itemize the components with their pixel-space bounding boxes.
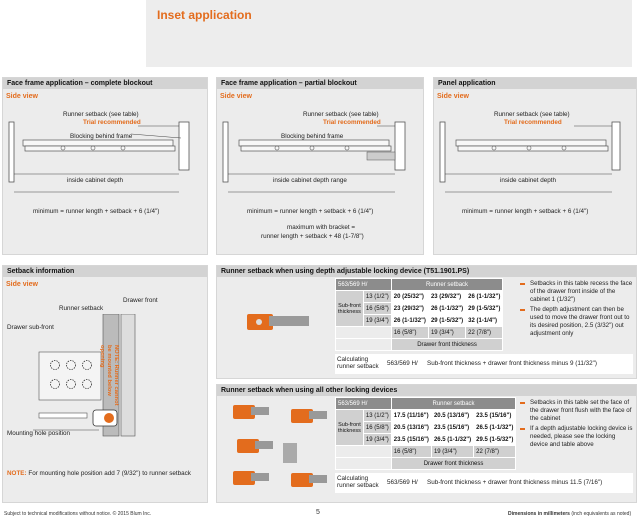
table-cell: 19 (3/4"): [428, 327, 465, 339]
trial-recommended-label: Trial recommended: [83, 119, 141, 126]
depth-formula: minimum = runner length + setback + 6 (1/4"): [33, 208, 160, 215]
cabinet-depth-label: inside cabinet depth range: [273, 177, 347, 184]
drawer-front-thickness-label: Drawer front thickness: [391, 339, 503, 351]
sub-front-label: Sub-front thickness: [336, 410, 364, 446]
table-cell: 23.5 (15/16"): [431, 422, 473, 434]
calc-formula: Sub-front thickness + drawer front thickness minus 9 (11/32"): [427, 360, 597, 367]
panel-title: Setback information: [3, 266, 207, 277]
mounting-hole-label: Mounting hole position: [7, 430, 71, 437]
table-cell: 13 (1/2"): [363, 410, 391, 422]
locking-devices-image: [227, 399, 335, 499]
table-cell: 26 (1-1/32"): [391, 315, 428, 327]
side-view-label: Side view: [437, 93, 469, 100]
runner-setback-header: Runner setback: [391, 279, 503, 291]
footer-right: Dimensions in millimeters (inch equivalents as noted): [508, 511, 632, 517]
locking-device-image: [237, 306, 327, 346]
table-row: [336, 410, 516, 422]
side-view-label: Side view: [6, 93, 38, 100]
setback-diagram: [33, 314, 173, 439]
table-cell: 22 (7/8"): [466, 327, 503, 339]
note-item: Setbacks in this table set the face of the drawer front flush with the face of the cabinet: [520, 399, 634, 423]
table-cell: 26.5 (1-1/32"): [431, 434, 473, 446]
drawer-front-thickness-label: Drawer front thickness: [391, 458, 516, 470]
runner-setback-label: Runner setback (see table): [63, 111, 139, 118]
table-cell: 23 (29/32"): [428, 291, 465, 303]
calc-model: 563/569 H/: [387, 479, 418, 486]
panel-title: Runner setback when using all other locking devices: [217, 385, 636, 396]
runner-setback-table-2: [335, 397, 516, 470]
table-cell: 16 (5/8"): [363, 422, 391, 434]
panel-face-frame-complete: [2, 77, 208, 255]
model-header: 563/569 H/: [336, 279, 392, 291]
table-cell: 17.5 (11/16"): [391, 410, 431, 422]
drawer-sub-front-label: Drawer sub-front: [7, 324, 54, 331]
page-title: Inset application: [157, 8, 252, 22]
table-cell: 22 (7/8"): [474, 446, 516, 458]
calc-row: [335, 354, 633, 374]
sub-front-label: Sub-front thickness: [336, 291, 364, 327]
table-cell: 16 (5/8"): [391, 327, 428, 339]
side-view-label: Side view: [220, 93, 252, 100]
panel-title: Panel application: [434, 78, 636, 89]
depth-formula: minimum = runner length + setback + 6 (1/4"): [247, 208, 374, 215]
blocking-label: Blocking behind frame: [70, 133, 133, 140]
note-item: Setbacks in this table recess the face of the drawer front inside of the cabinet 1 (1/32"): [520, 280, 634, 304]
calc-formula: Sub-front thickness + drawer front thickness minus 11.5 (7/16"): [427, 479, 603, 486]
table-cell: 19 (3/4"): [431, 446, 473, 458]
calc-model: 563/569 H/: [387, 360, 418, 367]
drawer-front-label: Drawer front: [123, 297, 158, 304]
table-cell: 23.5 (15/16"): [391, 434, 431, 446]
table-cell: 20 (25/32"): [391, 291, 428, 303]
table-cell: 29 (1-5/32"): [466, 303, 503, 315]
table-cell: 26 (1-1/32"): [466, 291, 503, 303]
table-cell: 16 (5/8"): [363, 303, 391, 315]
side-view-label: Side view: [6, 281, 38, 288]
runner-setback-label: Runner setback (see table): [494, 111, 570, 118]
note-item: If a depth adjustable locking device is needed, please see the locking device and table above: [520, 425, 634, 449]
trial-recommended-label: Trial recommended: [504, 119, 562, 126]
calc-row: [335, 473, 633, 493]
panel-table-other-locking: [216, 384, 637, 503]
table-row: [336, 291, 503, 303]
table-cell: 26 (1-1/32"): [428, 303, 465, 315]
runner-setback-table-1: [335, 278, 503, 351]
runner-setback-header: Runner setback: [391, 398, 516, 410]
table-notes: [520, 399, 634, 451]
table-cell: 20.5 (13/16"): [391, 422, 431, 434]
trial-recommended-label: Trial recommended: [323, 119, 381, 126]
panel-title: Face frame application – complete blockout: [3, 78, 207, 89]
table-cell: 13 (1/2"): [363, 291, 391, 303]
note-item: The depth adjustment can then be used to move the drawer front out to its desired position, 2.5 (3/32") out adjustment only: [520, 306, 634, 338]
runner-setback-label: Runner setback: [59, 305, 104, 312]
cabinet-depth-label: inside cabinet depth: [67, 177, 124, 184]
bracket-formula-line1: maximum with bracket =: [287, 224, 356, 231]
bracket-formula-line2: runner length + setback + 48 (1-7/8"): [261, 233, 364, 240]
table-row: [336, 434, 516, 446]
runner-setback-label: Runner setback (see table): [303, 111, 379, 118]
panel-table-depth-adjustable: [216, 265, 637, 379]
table-cell: 16 (5/8"): [391, 446, 431, 458]
table-cell: 26.5 (1-1/32"): [474, 422, 516, 434]
panel-setback-information: [2, 265, 208, 503]
panel-title: Runner setback when using depth adjustable locking device (T51.1901.PS): [217, 266, 636, 277]
depth-formula: minimum = runner length + setback + 6 (1/4"): [462, 208, 589, 215]
note-vertical: NOTE: Runner cannot be mounted below opening: [99, 345, 119, 406]
cabinet-depth-label: inside cabinet depth: [500, 177, 557, 184]
footer-left: Subject to technical modifications without notice. © 2015 Blum Inc.: [4, 511, 152, 517]
panel-face-frame-partial: [216, 77, 424, 255]
page-number: 5: [316, 509, 320, 516]
table-cell: 19 (3/4"): [363, 315, 391, 327]
blocking-label: Blocking behind frame: [281, 133, 344, 140]
table-cell: 19 (3/4"): [363, 434, 391, 446]
model-header: 563/569 H/: [336, 398, 392, 410]
calc-label: Calculating runner setback: [337, 356, 379, 370]
table-cell: 20.5 (13/16"): [431, 410, 473, 422]
table-cell: 32 (1-1/4"): [466, 315, 503, 327]
calc-label: Calculating runner setback: [337, 475, 379, 489]
table-row: [336, 422, 516, 434]
setback-note: NOTE: For mounting hole position add 7 (9/32") to runner setback: [7, 470, 191, 477]
table-notes: [520, 280, 634, 340]
table-cell: 23 (29/32"): [391, 303, 428, 315]
panel-panel-application: [433, 77, 637, 255]
panel-title: Face frame application – partial blockout: [217, 78, 423, 89]
table-cell: 29.5 (1-5/32"): [474, 434, 516, 446]
table-cell: 23.5 (15/16"): [474, 410, 516, 422]
table-cell: 29 (1-5/32"): [428, 315, 465, 327]
